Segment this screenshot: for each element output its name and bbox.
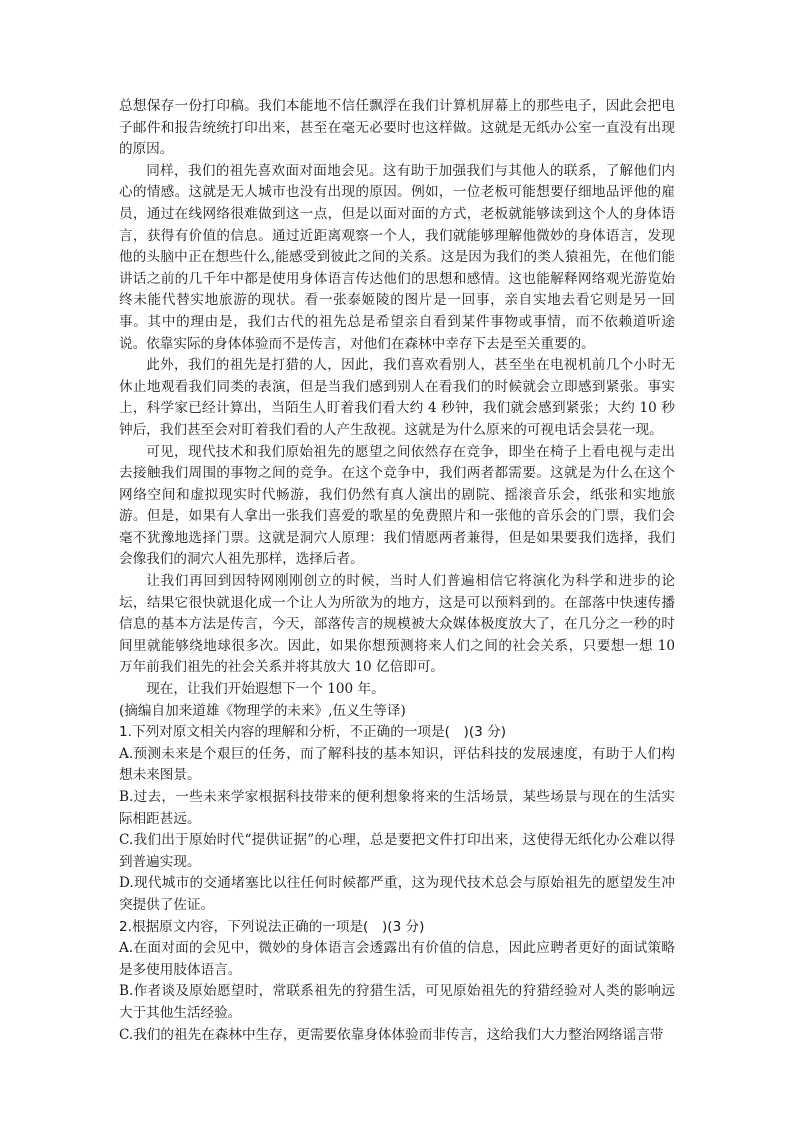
document-page [119,96,675,1046]
question-2-option-c: C.我们的祖先在森林中生存，更需要依靠身体体验而非传言，这给我们大力整治网络谣言带 [119,1026,664,1043]
question-1-option-a: A.预测未来是个艰巨的任务，而了解科技的基本知识，评估科技的发展速度，有助于人们构想未来图景。 [119,745,675,784]
question-1-title: 1.下列对原文相关内容的理解和分析，不正确的一项是( )(3 分) [119,724,506,741]
question-1-option-b: B.过去，一些未来学家根据科技带来的便利想象将来的生活场景，某些场景与现在的生活实际相距甚远。 [119,789,675,827]
question-1-option-d: D.现代城市的交通堵塞比以往任何时候都严重，这为现代技术总会与原始祖先的愿望发生冲突提供了佐证。 [119,875,675,913]
passage-paragraph-3: 可见，现代技术和我们原始祖先的愿望之间依然存在竞争，即坐在椅子上看电视与走出去接触我们周围的事物之间的竞争。在这个竞争中，我们两者都需要。这就是为什么在这个网络空间和虚拟现实时代畅游，我们仍然有真人演出的剧院、摇滚音乐会，纸张和实地旅游。但是，如果有人拿出一张我们喜爱的歌星的免费照片和一张他的音乐会的门票，我们会毫不犹豫地选择门票。这就是洞穴人原理：我们情愿两者兼得，但是如果要我们选择，我们会像我们的洞穴人祖先那样，选择后者。 [119,443,675,568]
source-citation: (摘编自加来道雄《物理学的未来》,伍义生等译) [119,702,406,719]
passage-paragraph-1: 同样，我们的祖先喜欢面对面地会见。这有助于加强我们与其他人的联系，了解他们内心的情感。这就是无人城市也没有出现的原因。例如，一位老板可能想要仔细地品评他的雇员，通过在线网络很难做到这一点，但是以面对面的方式，老板就能够读到这个人的身体语言，获得有价值的信息。通过近距离观察一个人，我们就能够理解他微妙的身体语言，发现他的头脑中正在想些什么,能感受到彼此之间的关系。这是因为我们的类人猿祖先，在他们能讲话之前的几千年中都是使用身体语言传达他们的思想和感情。这也能解释网络观光游览始终未能代替实地旅游的现状。看一张泰姬陵的图片是一回事，亲自实地去看它则是另一回事。其中的理由是，我们古代的祖先总是希望亲自看到某件事物或事情，而不依赖道听途说。依靠实际的身体体验而不是传言，对他们在森林中幸存下去是至关重要的。 [119,162,675,352]
passage-paragraph-4: 让我们再回到因特网刚刚创立的时候，当时人们普遍相信它将演化为科学和进步的论坛，结果它很快就退化成一个让人为所欲为的地方，这是可以预料到的。在部落中快速传播信息的基本方法是传言，今天，部落传言的规模被大众媒体极度放大了，在几分之一秒的时间里就能够绕地球很多次。因此，如果你想预测将来人们之间的社会关系，只要想一想 10 万年前我们祖先的社会关系并将其放大 10 亿倍即可。 [119,573,675,676]
passage-paragraph-0: 总想保存一份打印稿。我们本能地不信任飘浮在我们计算机屏幕上的那些电子，因此会把电子邮件和报告统统打印出来，甚至在毫无必要时也这样做。这就是无纸办公室一直没有出现的原因。 [119,98,675,158]
passage-paragraph-2: 此外，我们的祖先是打猎的人，因此，我们喜欢看别人，甚至坐在电视机前几个小时无休止地观看我们同类的表演，但是当我们感到别人在看我们的时候就会立即感到紧张。事实上，科学家已经计算出，当陌生人盯着我们看大约 4 秒钟，我们就会感到紧张；大约 10 秒钟后，我们甚至会对盯着我们看的人产生敌视。这就是为什么原来的可视电话会昙花一现。 [119,357,675,438]
question-1 [119,722,675,916]
question-1-option-c: C.我们出于原始时代“提供证据”的心理，总是要把文件打印出来，这使得无纸化办公难以得到普遍实现。 [119,832,675,870]
question-2 [119,917,675,1047]
question-2-option-a: A.在面对面的会见中，微妙的身体语言会透露出有价值的信息，因此应聘者更好的面试策略是多使用肢体语言。 [119,940,675,978]
question-2-title: 2.根据原文内容，下列说法正确的一项是( )(3 分) [119,918,425,935]
question-2-option-b: B.作者谈及原始愿望时，常联系祖先的狩猎生活，可见原始祖先的狩猎经验对人类的影响远大于其他生活经验。 [119,983,675,1021]
passage-paragraph-5: 现在，让我们开始遐想下一个 100 年。 [146,681,385,698]
